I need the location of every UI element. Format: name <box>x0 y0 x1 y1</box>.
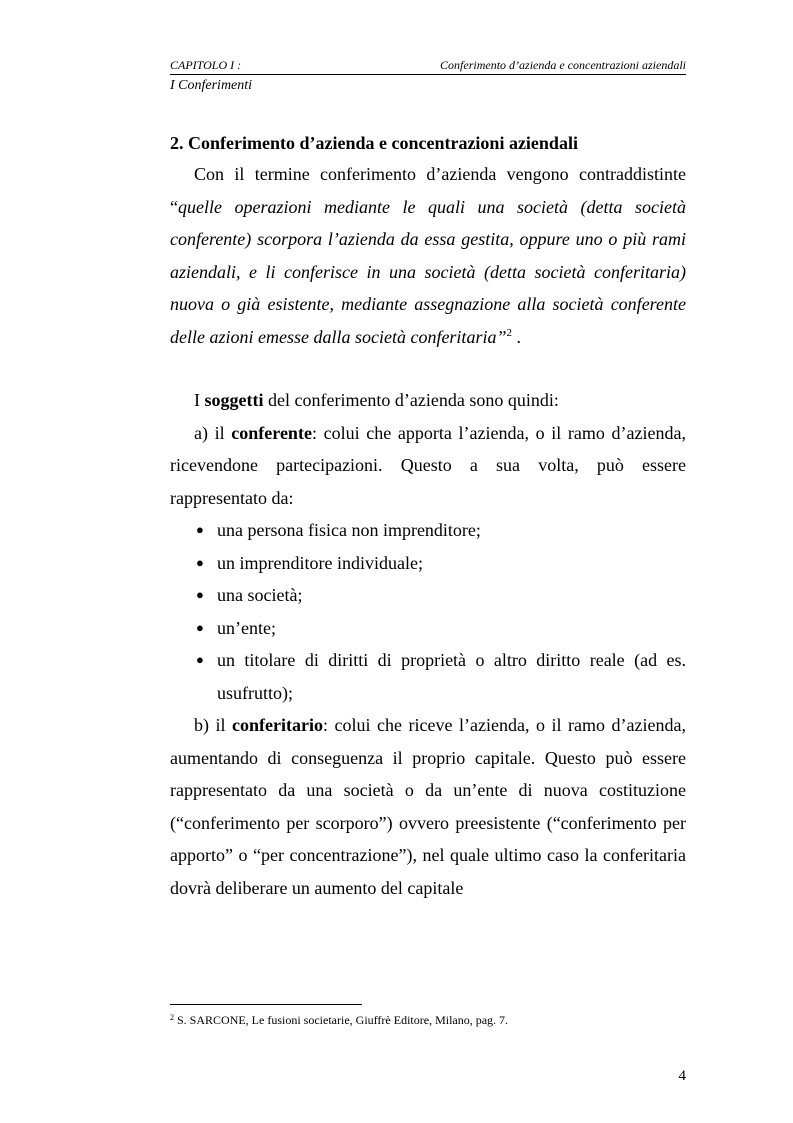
bullet-icon: ● <box>196 652 204 667</box>
header-section: I Conferimenti <box>170 78 253 93</box>
list-item <box>170 514 686 547</box>
list-item <box>170 547 686 580</box>
header-chapter: CAPITOLO I : <box>170 58 242 72</box>
item-b-term: conferitario <box>232 715 324 735</box>
item-b-post: : colui che riceve l’azienda, o il ramo d’azienda, aumentando di conseguenza il proprio capitale. Questo può essere rappresentato da una società o da un’ente di nuova costituzione (“conferimento per scorporo”) ovvero preesistente (“conferimento per apporto” o “per concentrazione”), nel quale ultimo caso la conferitaria dovrà deliberare un aumento del capitale <box>170 715 687 898</box>
footnote-rule <box>170 1004 362 1005</box>
bullet-icon: ● <box>196 522 204 537</box>
intro-tail: . <box>511 326 521 347</box>
paragraph-gap <box>170 353 686 384</box>
list-item-text: un’ente; <box>217 617 276 638</box>
list-item-text: una società; <box>217 585 303 605</box>
list-item <box>170 644 686 709</box>
body-text <box>170 128 686 904</box>
soggetti-pre: I <box>194 390 205 410</box>
soggetti-post: del conferimento d’azienda sono quindi: <box>263 390 559 410</box>
soggetti-term: soggetti <box>204 390 264 410</box>
list-item-text: un imprenditore individuale; <box>217 552 423 573</box>
item-b-paragraph <box>170 709 686 904</box>
item-b-pre: b) il <box>194 715 233 735</box>
item-a-paragraph <box>170 417 686 515</box>
list-item-text: una persona fisica non imprenditore; <box>217 520 481 540</box>
list-item <box>170 579 686 612</box>
soggetti-paragraph <box>170 384 686 417</box>
bullet-icon: ● <box>196 619 204 635</box>
item-a-term: conferente <box>231 422 312 443</box>
footnote <box>170 1012 686 1028</box>
intro-quote: quelle operazioni mediante le quali una società (detta società conferente) scorpora l’azienda da essa gestita, oppure uno o più rami aziendali, e li conferisce in una società (detta società conferitaria) nuova o già esistente, mediante assegnazione alla società conferente delle azioni emesse dalla società conferitaria” <box>170 196 686 347</box>
bullet-icon: ● <box>196 587 204 602</box>
header-rule <box>170 74 686 75</box>
footnote-reference[interactable]: 2 <box>506 326 512 339</box>
intro-lead: Con il termine conferimento d’azienda vengono contraddistinte “ <box>170 164 686 217</box>
item-a-post: : colui che apporta l’azienda, o il ramo d’azienda, ricevendone partecipazioni. Questo a sua volta, può essere rappresentato da: <box>170 422 686 508</box>
item-a-pre: a) il <box>194 422 232 443</box>
header-running-title: Conferimento d’azienda e concentrazioni aziendali <box>440 58 686 72</box>
bullet-list <box>170 514 686 709</box>
list-item <box>170 612 686 645</box>
bullet-icon: ● <box>196 554 204 570</box>
page-number: 4 <box>678 1068 686 1084</box>
list-item-text: un titolare di diritti di proprietà o altro diritto reale (ad es. usufrutto); <box>217 650 686 703</box>
footnote-text: S. SARCONE, Le fusioni societarie, Giuffrè Editore, Milano, pag. 7. <box>174 1013 509 1027</box>
footnote-number: 2 <box>170 1013 174 1022</box>
intro-paragraph <box>170 158 686 353</box>
running-header <box>170 58 686 94</box>
section-title: 2. Conferimento d’azienda e concentrazioni aziendali <box>170 133 578 153</box>
